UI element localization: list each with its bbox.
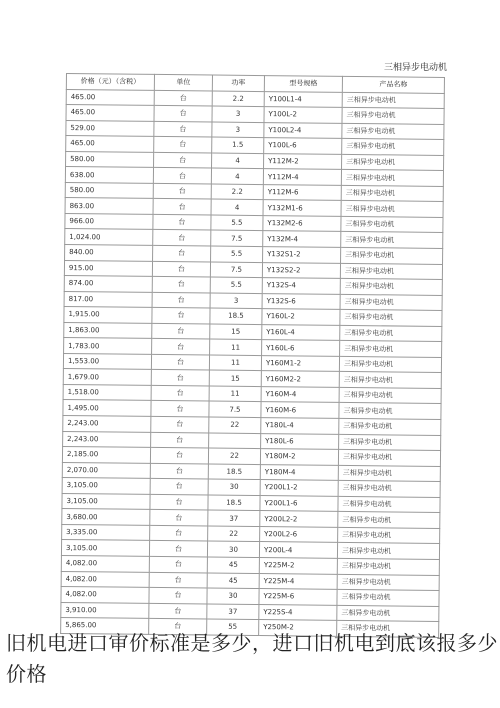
header-unit: 单位	[154, 74, 212, 90]
cell-model: Y200L2-6	[260, 526, 338, 542]
cell-unit: 台	[150, 479, 208, 495]
cell-name: 三相异步电动机	[341, 247, 443, 264]
cell-power: 37	[207, 604, 259, 620]
cell-unit: 台	[154, 90, 212, 106]
cell-price: 580.00	[65, 182, 153, 198]
cell-price: 1,518.00	[63, 384, 151, 400]
cell-name: 三相异步电动机	[339, 418, 441, 435]
cell-price: 1,783.00	[64, 338, 152, 354]
cell-power: 5.5	[211, 215, 263, 231]
cell-unit: 台	[149, 619, 207, 635]
cell-power: 18.5	[208, 495, 260, 511]
cell-model: Y100L-6	[264, 138, 342, 154]
cell-model: Y160M-6	[261, 402, 339, 418]
cell-model: Y200L1-2	[260, 480, 338, 496]
cell-price: 1,495.00	[63, 400, 151, 416]
header-power: 功率	[212, 75, 264, 91]
cell-power: 18.5	[208, 464, 260, 480]
cell-price: 1,553.00	[63, 353, 151, 369]
cell-name: 三相异步电动机	[340, 341, 442, 358]
cell-name: 三相异步电动机	[342, 154, 444, 171]
cell-price: 1,915.00	[64, 307, 152, 323]
cell-model: Y132S1-2	[263, 247, 341, 263]
cell-name: 三相异步电动机	[340, 310, 442, 327]
cell-price: 863.00	[65, 198, 153, 214]
cell-price: 2,070.00	[62, 462, 150, 478]
cell-price: 840.00	[65, 245, 153, 261]
cell-price: 4,082.00	[61, 587, 149, 603]
cell-name: 三相异步电动机	[341, 170, 443, 187]
cell-power	[209, 433, 261, 449]
cell-name: 三相异步电动机	[338, 496, 440, 513]
cell-power: 4	[211, 168, 263, 184]
cell-unit: 台	[151, 416, 209, 432]
price-table	[60, 73, 445, 638]
cell-power: 18.5	[210, 308, 262, 324]
cell-price: 3,680.00	[62, 509, 150, 525]
cell-power: 11	[209, 355, 261, 371]
cell-model: Y180L-4	[261, 418, 339, 434]
cell-model: Y225M-4	[259, 573, 337, 589]
cell-unit: 台	[153, 199, 211, 215]
cell-price: 3,105.00	[62, 493, 150, 509]
cell-name: 三相异步电动机	[341, 201, 443, 218]
cell-price: 465.00	[66, 105, 154, 121]
cell-name: 三相异步电动机	[341, 216, 443, 233]
cell-name: 三相异步电动机	[338, 512, 440, 529]
cell-name: 三相异步电动机	[338, 465, 440, 482]
cell-power: 4	[211, 199, 263, 215]
cell-name: 三相异步电动机	[341, 232, 443, 249]
cell-power: 7.5	[210, 262, 262, 278]
cell-price: 4,082.00	[61, 571, 149, 587]
cell-unit: 台	[150, 525, 208, 541]
cell-name: 三相异步电动机	[340, 325, 442, 342]
header-model: 型号规格	[264, 76, 342, 92]
cell-power: 2.2	[211, 184, 263, 200]
cell-price: 3,910.00	[61, 602, 149, 618]
cell-model: Y100L2-4	[264, 122, 342, 138]
cell-model: Y132M-4	[263, 231, 341, 247]
cell-name: 三相异步电动机	[337, 605, 439, 622]
cell-unit: 台	[153, 214, 211, 230]
cell-power: 2.2	[212, 91, 264, 107]
cell-name: 三相异步电动机	[338, 527, 440, 544]
cell-model: Y132S-6	[262, 293, 340, 309]
cell-unit: 台	[150, 510, 208, 526]
cell-power: 22	[208, 448, 260, 464]
cell-unit: 台	[151, 385, 209, 401]
cell-power: 15	[210, 324, 262, 340]
cell-unit: 台	[152, 323, 210, 339]
cell-model: Y132M1-6	[263, 200, 341, 216]
cell-unit: 台	[151, 401, 209, 417]
cell-unit: 台	[149, 587, 207, 603]
cell-price: 2,243.00	[63, 431, 151, 447]
cell-model: Y225M-2	[259, 558, 337, 574]
cell-model: Y180M-2	[260, 449, 338, 465]
cell-unit: 台	[150, 463, 208, 479]
cell-power: 5.5	[210, 277, 262, 293]
cell-price: 3,335.00	[62, 524, 150, 540]
cell-unit: 台	[151, 370, 209, 386]
cell-power: 45	[207, 557, 259, 573]
cell-power: 5.5	[211, 246, 263, 262]
cell-power: 37	[208, 510, 260, 526]
cell-power: 55	[207, 619, 259, 635]
cell-name: 三相异步电动机	[337, 558, 439, 575]
cell-name: 三相异步电动机	[337, 589, 439, 606]
cell-unit: 台	[149, 556, 207, 572]
cell-unit: 台	[151, 354, 209, 370]
cell-price: 465.00	[66, 136, 154, 152]
cell-price: 3,105.00	[61, 540, 149, 556]
cell-power: 3	[210, 293, 262, 309]
cell-unit: 台	[150, 448, 208, 464]
cell-name: 三相异步电动机	[340, 278, 442, 295]
cell-model: Y112M-4	[263, 169, 341, 185]
cell-model: Y180M-4	[260, 464, 338, 480]
cell-power: 22	[209, 417, 261, 433]
cell-model: Y180L-6	[261, 433, 339, 449]
cell-name: 三相异步电动机	[340, 263, 442, 280]
cell-name: 三相异步电动机	[341, 185, 443, 202]
cell-name: 三相异步电动机	[339, 372, 441, 389]
cell-unit: 台	[153, 245, 211, 261]
cell-name: 三相异步电动机	[337, 543, 439, 560]
cell-model: Y225S-4	[259, 604, 337, 620]
cell-price: 966.00	[65, 213, 153, 229]
table-body	[61, 89, 445, 637]
cell-model: Y132S-4	[262, 278, 340, 294]
cell-unit: 台	[154, 137, 212, 153]
cell-name: 三相异步电动机	[339, 403, 441, 420]
cell-unit: 台	[153, 183, 211, 199]
cell-name: 三相异步电动机	[342, 92, 444, 109]
cell-model: Y132M2-6	[263, 215, 341, 231]
cell-name: 三相异步电动机	[342, 139, 444, 156]
cell-model: Y112M-2	[264, 153, 342, 169]
cell-price: 2,243.00	[63, 416, 151, 432]
cell-model: Y160M-4	[261, 386, 339, 402]
cell-price: 4,082.00	[61, 555, 149, 571]
cell-power: 22	[208, 526, 260, 542]
cell-price: 3,105.00	[62, 478, 150, 494]
cell-model: Y132S2-2	[262, 262, 340, 278]
cell-model: Y160L-2	[262, 309, 340, 325]
cell-model: Y160L-4	[262, 324, 340, 340]
cell-unit: 台	[151, 432, 209, 448]
cell-power: 11	[210, 339, 262, 355]
scanned-document	[50, 60, 450, 633]
cell-price: 465.00	[66, 89, 154, 105]
cell-model: Y100L1-4	[264, 91, 342, 107]
cell-unit: 台	[154, 152, 212, 168]
cell-unit: 台	[149, 572, 207, 588]
cell-model: Y200L2-2	[260, 511, 338, 527]
cell-price: 580.00	[66, 151, 154, 167]
cell-unit: 台	[154, 106, 212, 122]
cell-unit: 台	[152, 339, 210, 355]
cell-power: 1.5	[212, 137, 264, 153]
cell-price: 529.00	[66, 120, 154, 136]
cell-unit: 台	[154, 121, 212, 137]
cell-name: 三相异步电动机	[339, 356, 441, 373]
cell-unit: 台	[152, 261, 210, 277]
cell-price: 1,863.00	[64, 322, 152, 338]
cell-name: 三相异步电动机	[340, 294, 442, 311]
cell-unit: 台	[149, 541, 207, 557]
cell-unit: 台	[153, 230, 211, 246]
cell-power: 45	[207, 573, 259, 589]
cell-unit: 台	[152, 308, 210, 324]
cell-power: 15	[209, 370, 261, 386]
cell-name: 三相异步电动机	[342, 123, 444, 140]
cell-unit: 台	[149, 603, 207, 619]
cell-power: 7.5	[209, 402, 261, 418]
cell-price: 2,185.00	[62, 447, 150, 463]
cell-price: 638.00	[65, 167, 153, 183]
cell-name: 三相异步电动机	[337, 574, 439, 591]
cell-power: 3	[212, 122, 264, 138]
cell-unit: 台	[152, 292, 210, 308]
cell-unit: 台	[150, 494, 208, 510]
cell-unit: 台	[153, 168, 211, 184]
cell-power: 3	[212, 106, 264, 122]
cell-model: Y160M2-2	[261, 371, 339, 387]
cell-name: 三相异步电动机	[342, 107, 444, 124]
cell-price: 874.00	[64, 276, 152, 292]
cell-price: 817.00	[64, 291, 152, 307]
cell-price: 1,024.00	[65, 229, 153, 245]
document-caption: 三相异步电动机	[383, 63, 447, 73]
cell-power: 7.5	[211, 230, 263, 246]
cell-power: 30	[207, 541, 259, 557]
cell-model: Y160M1-2	[261, 355, 339, 371]
cell-model: Y200L-4	[259, 542, 337, 558]
cell-price: 1,679.00	[63, 369, 151, 385]
cell-price: 915.00	[64, 260, 152, 276]
cell-model: Y160L-6	[262, 340, 340, 356]
cell-power: 11	[209, 386, 261, 402]
header-price: 价格（元）（含税）	[66, 74, 154, 90]
cell-name: 三相异步电动机	[337, 621, 439, 638]
cell-name: 三相异步电动机	[339, 434, 441, 451]
header-name: 产品名称	[342, 76, 444, 93]
cell-name: 三相异步电动机	[339, 387, 441, 404]
cell-power: 30	[207, 588, 259, 604]
cell-name: 三相异步电动机	[338, 449, 440, 466]
cell-power: 4	[212, 153, 264, 169]
cell-model: Y112M-6	[263, 184, 341, 200]
cell-price: 5,865.00	[61, 618, 149, 634]
cell-model: Y250M-2	[259, 620, 337, 636]
cell-model: Y200L1-6	[260, 495, 338, 511]
cell-model: Y225M-6	[259, 589, 337, 605]
cell-unit: 台	[152, 277, 210, 293]
cell-model: Y100L-2	[264, 107, 342, 123]
cell-power: 30	[208, 479, 260, 495]
cell-name: 三相异步电动机	[338, 481, 440, 498]
article-title: 旧机电进口审价标准是多少，进口旧机电到底该报多少价格	[6, 631, 498, 686]
